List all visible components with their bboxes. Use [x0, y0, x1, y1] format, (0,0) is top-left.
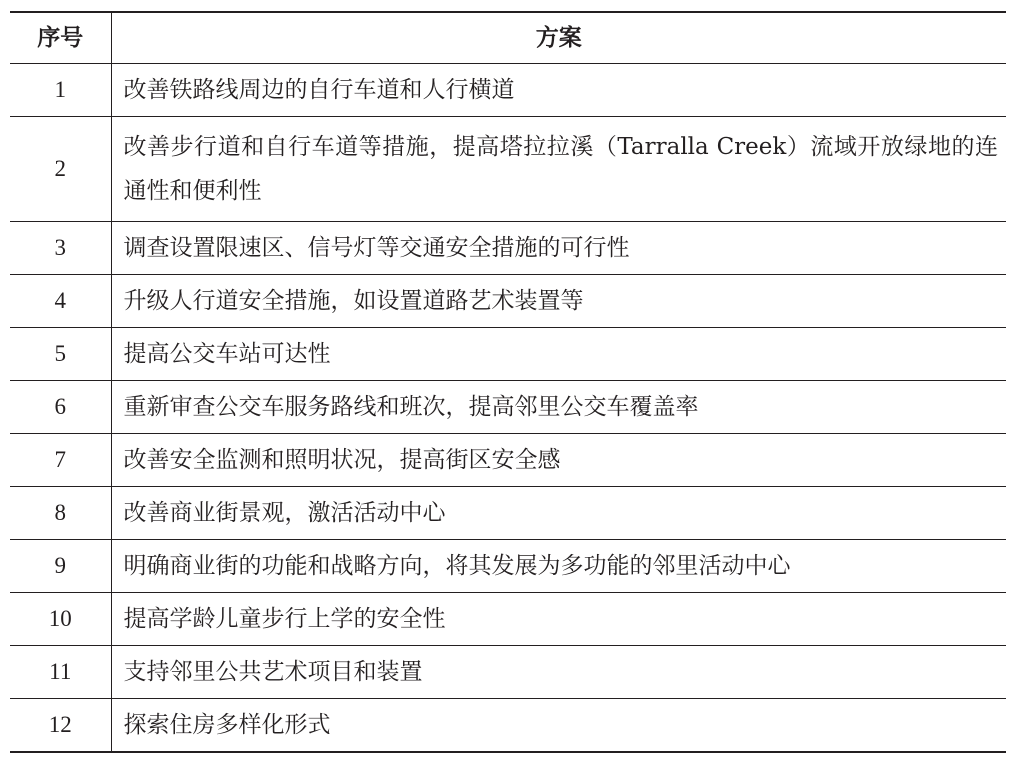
- table-row: [10, 222, 1006, 275]
- row-number: 4: [10, 275, 111, 328]
- table-header: [10, 12, 1006, 64]
- table-row: [10, 593, 1006, 646]
- row-plan: [111, 64, 1006, 117]
- row-plan-text: 探索住房多样化形式: [123, 711, 331, 738]
- table-row: [10, 646, 1006, 699]
- row-number: 5: [10, 328, 111, 381]
- row-plan-text: 重新审查公交车服务路线和班次，提高邻里公交车覆盖率: [123, 394, 699, 420]
- row-number: 8: [10, 487, 111, 540]
- header-plan: 方案: [111, 12, 1006, 64]
- table-body: [10, 64, 1006, 752]
- row-number: 6: [10, 381, 111, 434]
- row-plan: [111, 487, 1006, 540]
- header-row: [10, 12, 1006, 64]
- row-plan: [111, 540, 1006, 593]
- row-plan-text: 调查设置限速区、信号灯等交通安全措施的可行性: [123, 235, 630, 261]
- row-number: 9: [10, 540, 111, 593]
- row-plan: [111, 222, 1006, 275]
- table-row: [10, 434, 1006, 487]
- row-number: 11: [10, 646, 111, 699]
- row-plan-text: 提高学龄儿童步行上学的安全性: [123, 606, 446, 632]
- table-row: [10, 64, 1006, 117]
- row-plan-text: 支持邻里公共艺术项目和装置: [123, 659, 423, 685]
- row-plan-text: 改善步行道和自行车道等措施，提高塔拉拉溪（Tarralla Creek）流域开放绿地的连通性和便利性: [123, 134, 998, 204]
- row-number: 1: [10, 64, 111, 117]
- row-plan: [111, 328, 1006, 381]
- row-plan-text: 改善铁路线周边的自行车道和人行横道: [123, 77, 515, 103]
- table-row: [10, 328, 1006, 381]
- row-plan: [111, 699, 1006, 752]
- row-plan: [111, 646, 1006, 699]
- table-row: [10, 117, 1006, 222]
- table-row: [10, 275, 1006, 328]
- row-number: 3: [10, 222, 111, 275]
- row-plan: [111, 434, 1006, 487]
- row-plan-text: 改善安全监测和照明状况，提高街区安全感: [123, 447, 561, 473]
- table-row: [10, 540, 1006, 593]
- row-plan: [111, 381, 1006, 434]
- row-plan: [111, 117, 1006, 222]
- row-plan-text: 升级人行道安全措施，如设置道路艺术装置等: [123, 288, 584, 314]
- row-number: 10: [10, 593, 111, 646]
- row-number: 7: [10, 434, 111, 487]
- header-no: 序号: [10, 12, 111, 64]
- row-number: 2: [10, 117, 111, 222]
- row-plan: [111, 275, 1006, 328]
- table-row: [10, 381, 1006, 434]
- table-row: [10, 487, 1006, 540]
- row-plan-text: 改善商业街景观，激活活动中心: [123, 500, 446, 526]
- row-number: 12: [10, 699, 111, 752]
- table-row: [10, 699, 1006, 752]
- row-plan: [111, 593, 1006, 646]
- plan-table: [10, 11, 1006, 753]
- row-plan-text: 提高公交车站可达性: [123, 341, 331, 367]
- row-plan-text: 明确商业街的功能和战略方向，将其发展为多功能的邻里活动中心: [123, 553, 791, 579]
